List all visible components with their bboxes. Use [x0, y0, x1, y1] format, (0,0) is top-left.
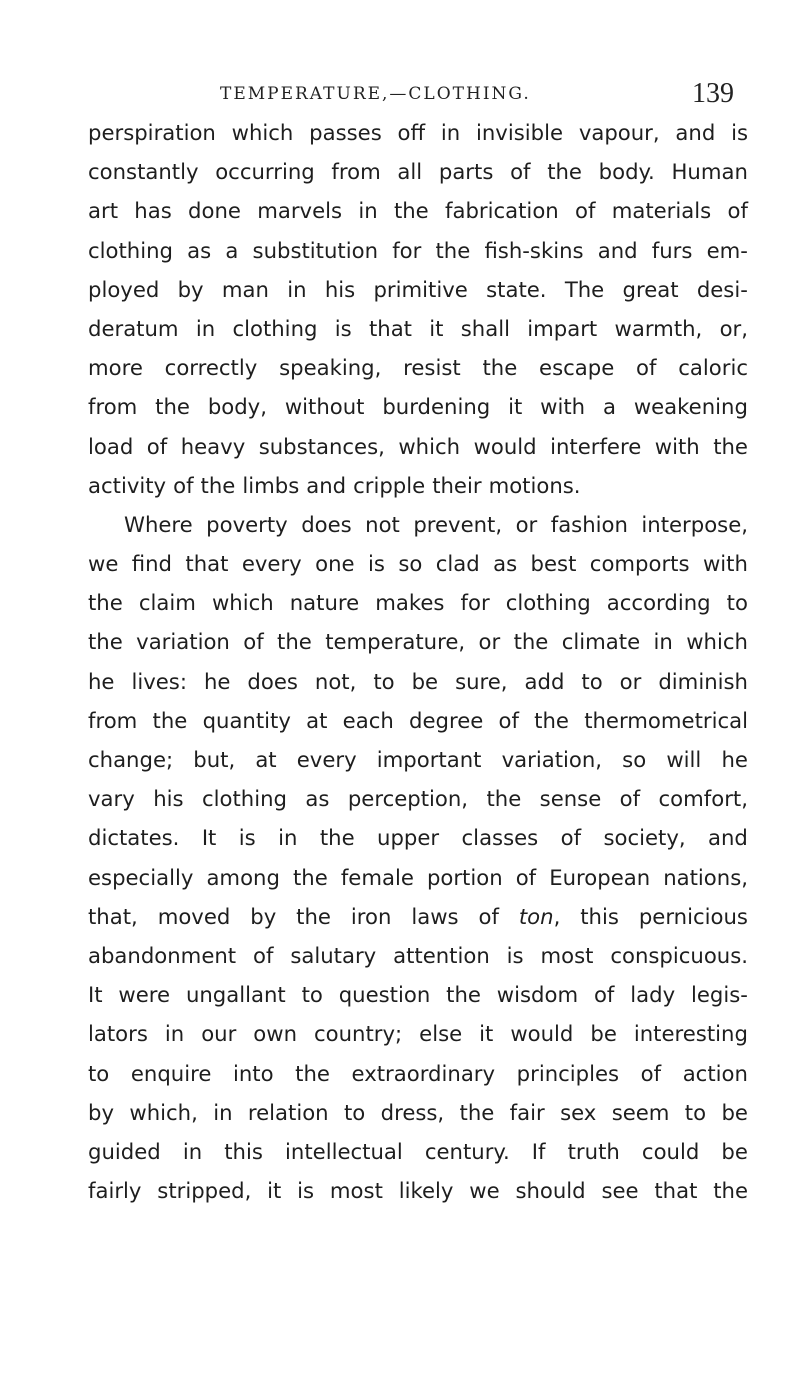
text-line: change; but, at every important variation, so will he	[88, 747, 748, 772]
text-line: vary his clothing as perception, the sense of comfort,	[88, 786, 748, 812]
text-line: by which, in relation to dress, the fair sex seem to be	[88, 1099, 748, 1125]
text-line: that, moved by the iron laws of ton, this pernicious	[88, 903, 748, 929]
running-head	[220, 78, 740, 112]
text-line: guided in this intellectual century. If truth could be	[88, 1138, 748, 1164]
text-line: art has done marvels in the fabrication of materials of	[88, 198, 748, 224]
text-line: to enquire into the extraordinary principles of action	[88, 1060, 748, 1086]
page-number: 139	[692, 78, 734, 109]
text-line: load of heavy substances, which would interfere with the	[88, 433, 748, 459]
text-line: clothing as a substitution for the fish-skins and furs em-	[88, 237, 748, 263]
text-line: lators in our own country; else it would be interesting	[88, 1021, 748, 1047]
paragraph-start-line: Where poverty does not prevent, or fashion interpose,	[124, 511, 748, 537]
text-line: more correctly speaking, resist the escape of caloric	[88, 355, 748, 381]
text-line: It were ungallant to question the wisdom of lady legis-	[88, 982, 748, 1008]
text-line: the variation of the temperature, or the climate in which	[88, 629, 748, 655]
text-line: he lives: he does not, to be sure, add to or diminish	[88, 668, 748, 694]
text-line: we find that every one is so clad as best comports with	[88, 551, 748, 577]
text-line: abandonment of salutary attention is most conspicuous.	[88, 942, 748, 968]
text-line: ployed by man in his primitive state. The great desi-	[88, 276, 748, 302]
text-line: from the body, without burdening it with a weakening	[88, 394, 748, 420]
text-line: fairly stripped, it is most likely we should see that the	[88, 1178, 748, 1204]
text-line: the claim which nature makes for clothing according to	[88, 590, 748, 616]
body-text	[88, 113, 748, 1210]
text-line: deratum in clothing is that it shall impart warmth, or,	[88, 315, 748, 341]
text-line: perspiration which passes off in invisible vapour, and is	[88, 120, 748, 145]
text-line: constantly occurring from all parts of the body. Human	[88, 159, 748, 185]
text-line: from the quantity at each degree of the thermometrical	[88, 707, 748, 733]
running-title: TEMPERATURE,—CLOTHING.	[220, 84, 531, 104]
text-line: especially among the female portion of European nations,	[88, 864, 748, 890]
paragraph-end-line: activity of the limbs and cripple their motions.	[88, 472, 581, 498]
text-line: dictates. It is in the upper classes of society, and	[88, 825, 748, 851]
